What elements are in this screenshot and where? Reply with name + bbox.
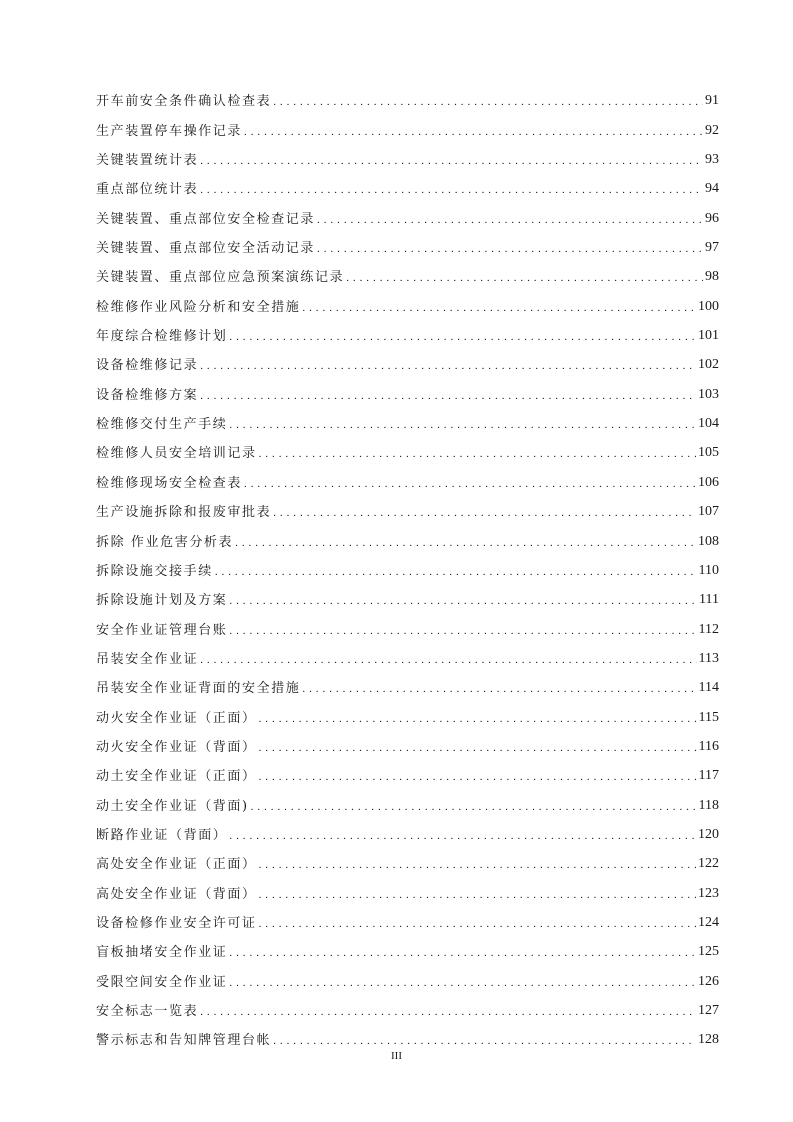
toc-entry-page: 112 [698, 621, 719, 637]
toc-entry-title: 盲板抽堵安全作业证 [96, 945, 228, 961]
toc-entry-page: 125 [698, 944, 719, 960]
toc-entry-page: 94 [705, 181, 719, 197]
toc-entry-page: 98 [705, 269, 719, 285]
toc-entry-title: 关键装置、重点部位应急预案演练记录 [96, 270, 345, 286]
dot-leader [346, 270, 703, 285]
toc-entry-page: 91 [705, 93, 719, 109]
toc-entry-title: 断路作业证（背面） [96, 827, 228, 843]
dot-leader [200, 652, 696, 667]
toc-entry[interactable] [96, 197, 719, 226]
toc-entry[interactable] [96, 872, 719, 901]
toc-entry-page: 106 [698, 474, 719, 490]
toc-entry[interactable] [96, 579, 719, 608]
toc-entry-title: 年度综合检维修计划 [96, 329, 228, 345]
dot-leader [244, 124, 703, 139]
toc-entry-title: 拆除 作业危害分析表 [96, 534, 234, 550]
toc-entry-page: 100 [698, 298, 719, 314]
toc-entry-title: 检维修人员安全培训记录 [96, 446, 257, 462]
dot-leader [317, 212, 703, 227]
dot-leader [259, 857, 696, 872]
toc-entry-page: 103 [698, 386, 719, 402]
dot-leader [200, 358, 696, 373]
toc-entry-page: 97 [705, 240, 719, 256]
toc-entry-title: 吊装安全作业证背面的安全措施 [96, 681, 301, 697]
toc-entry-title: 检维修现场安全检查表 [96, 475, 243, 491]
toc-entry[interactable] [96, 227, 719, 256]
dot-leader [273, 1033, 696, 1048]
dot-leader [317, 241, 703, 256]
toc-entry-page: 107 [698, 504, 719, 520]
toc-entry-title: 动火安全作业证（正面） [96, 710, 257, 726]
toc-entry-title: 检维修交付生产手续 [96, 417, 228, 433]
dot-leader [200, 182, 703, 197]
toc-entry[interactable] [96, 843, 719, 872]
toc-entry-title: 安全作业证管理台账 [96, 622, 228, 638]
toc-entry[interactable] [96, 256, 719, 285]
toc-entry[interactable] [96, 726, 719, 755]
dot-leader [229, 828, 696, 843]
toc-entry[interactable] [96, 638, 719, 667]
toc-entry[interactable] [96, 784, 719, 813]
dot-leader [229, 593, 697, 608]
toc-entry[interactable] [96, 755, 719, 784]
toc-entry-page: 115 [698, 709, 719, 725]
toc-entry[interactable] [96, 461, 719, 490]
toc-entry[interactable] [96, 285, 719, 314]
toc-entry-page: 92 [705, 122, 719, 138]
toc-entry-page: 116 [698, 738, 719, 754]
toc-entry[interactable] [96, 990, 719, 1019]
dot-leader [229, 329, 696, 344]
toc-entry-title: 生产装置停车操作记录 [96, 123, 243, 139]
toc-entry[interactable] [96, 168, 719, 197]
toc-entry-title: 设备检维修方案 [96, 387, 199, 403]
toc-entry[interactable] [96, 432, 719, 461]
dot-leader [229, 623, 696, 638]
dot-leader [259, 887, 696, 902]
toc-entry-title: 重点部位统计表 [96, 182, 199, 198]
toc-entry[interactable] [96, 667, 719, 696]
toc-entry-title: 设备检修作业安全许可证 [96, 915, 257, 931]
dot-leader [251, 799, 697, 814]
toc-entry-title: 关键装置、重点部位安全检查记录 [96, 211, 316, 227]
toc-entry-page: 101 [698, 328, 719, 344]
toc-entry-page: 117 [698, 768, 719, 784]
toc-entry[interactable] [96, 403, 719, 432]
dot-leader [235, 535, 696, 550]
toc-entry-title: 动土安全作业证（背面) [96, 798, 249, 814]
toc-entry-title: 生产设施拆除和报废审批表 [96, 505, 272, 521]
toc-entry-page: 111 [699, 592, 719, 608]
toc-entry-page: 118 [698, 797, 719, 813]
toc-entry[interactable] [96, 696, 719, 725]
toc-entry[interactable] [96, 344, 719, 373]
toc-entry-page: 122 [698, 856, 719, 872]
dot-leader [273, 94, 703, 109]
toc-entry-title: 检维修作业风险分析和安全措施 [96, 299, 301, 315]
toc-entry-page: 104 [698, 416, 719, 432]
toc-entry[interactable] [96, 960, 719, 989]
dot-leader [259, 711, 697, 726]
dot-leader [229, 945, 696, 960]
toc-entry-page: 126 [698, 973, 719, 989]
toc-entry-title: 吊装安全作业证 [96, 651, 199, 667]
toc-entry-title: 安全标志一览表 [96, 1004, 199, 1019]
toc-entry[interactable] [96, 608, 719, 637]
toc-entry-title: 设备检维修记录 [96, 358, 199, 374]
toc-entry[interactable] [96, 315, 719, 344]
toc-entry[interactable] [96, 931, 719, 960]
page-number: III [391, 1050, 402, 1062]
toc-entry-page: 113 [698, 650, 719, 666]
dot-leader [229, 975, 696, 990]
dot-leader [200, 153, 703, 168]
dot-leader [259, 769, 697, 784]
toc-entry-page: 114 [698, 680, 719, 696]
toc-entry[interactable] [96, 902, 719, 931]
toc-entry[interactable] [96, 80, 719, 109]
dot-leader [259, 916, 696, 931]
dot-leader [229, 417, 696, 432]
dot-leader [200, 388, 696, 403]
toc-entry-title: 动火安全作业证（背面） [96, 739, 257, 755]
dot-leader [302, 300, 696, 315]
toc-entry-page: 128 [698, 1032, 719, 1048]
dot-leader [200, 1004, 696, 1019]
dot-leader [273, 505, 696, 520]
toc-entry-title: 关键装置统计表 [96, 153, 199, 169]
toc-entry-page: 93 [705, 152, 719, 168]
toc-entry-title: 警示标志和告知牌管理台帐 [96, 1033, 272, 1049]
toc-entry-page: 127 [698, 1003, 719, 1018]
toc-entry-page: 123 [698, 885, 719, 901]
toc-entry[interactable] [96, 491, 719, 520]
toc-entry-page: 110 [698, 562, 719, 578]
toc-entry-page: 124 [698, 914, 719, 930]
table-of-contents [96, 80, 719, 1048]
toc-entry[interactable] [96, 109, 719, 138]
toc-entry-page: 96 [705, 210, 719, 226]
toc-entry-title: 受限空间安全作业证 [96, 974, 228, 990]
toc-entry-title: 拆除设施交接手续 [96, 563, 213, 579]
toc-entry-page: 105 [698, 445, 719, 461]
dot-leader [259, 740, 697, 755]
toc-entry-title: 高处安全作业证（正面） [96, 857, 257, 873]
toc-entry[interactable] [96, 814, 719, 843]
toc-entry[interactable] [96, 520, 719, 549]
dot-leader [215, 564, 697, 579]
toc-entry-title: 关键装置、重点部位安全活动记录 [96, 241, 316, 257]
dot-leader [244, 476, 696, 491]
toc-entry[interactable] [96, 373, 719, 402]
toc-entry[interactable] [96, 139, 719, 168]
toc-entry-title: 动土安全作业证（正面） [96, 769, 257, 785]
toc-entry[interactable] [96, 550, 719, 579]
toc-entry-page: 108 [698, 533, 719, 549]
toc-entry[interactable] [96, 1019, 719, 1048]
toc-entry-page: 120 [698, 826, 719, 842]
toc-entry-page: 102 [698, 357, 719, 373]
toc-entry-title: 拆除设施计划及方案 [96, 593, 228, 609]
dot-leader [259, 446, 696, 461]
toc-entry-title: 高处安全作业证（背面） [96, 886, 257, 902]
dot-leader [302, 681, 696, 696]
toc-entry-title: 开车前安全条件确认检查表 [96, 94, 272, 110]
